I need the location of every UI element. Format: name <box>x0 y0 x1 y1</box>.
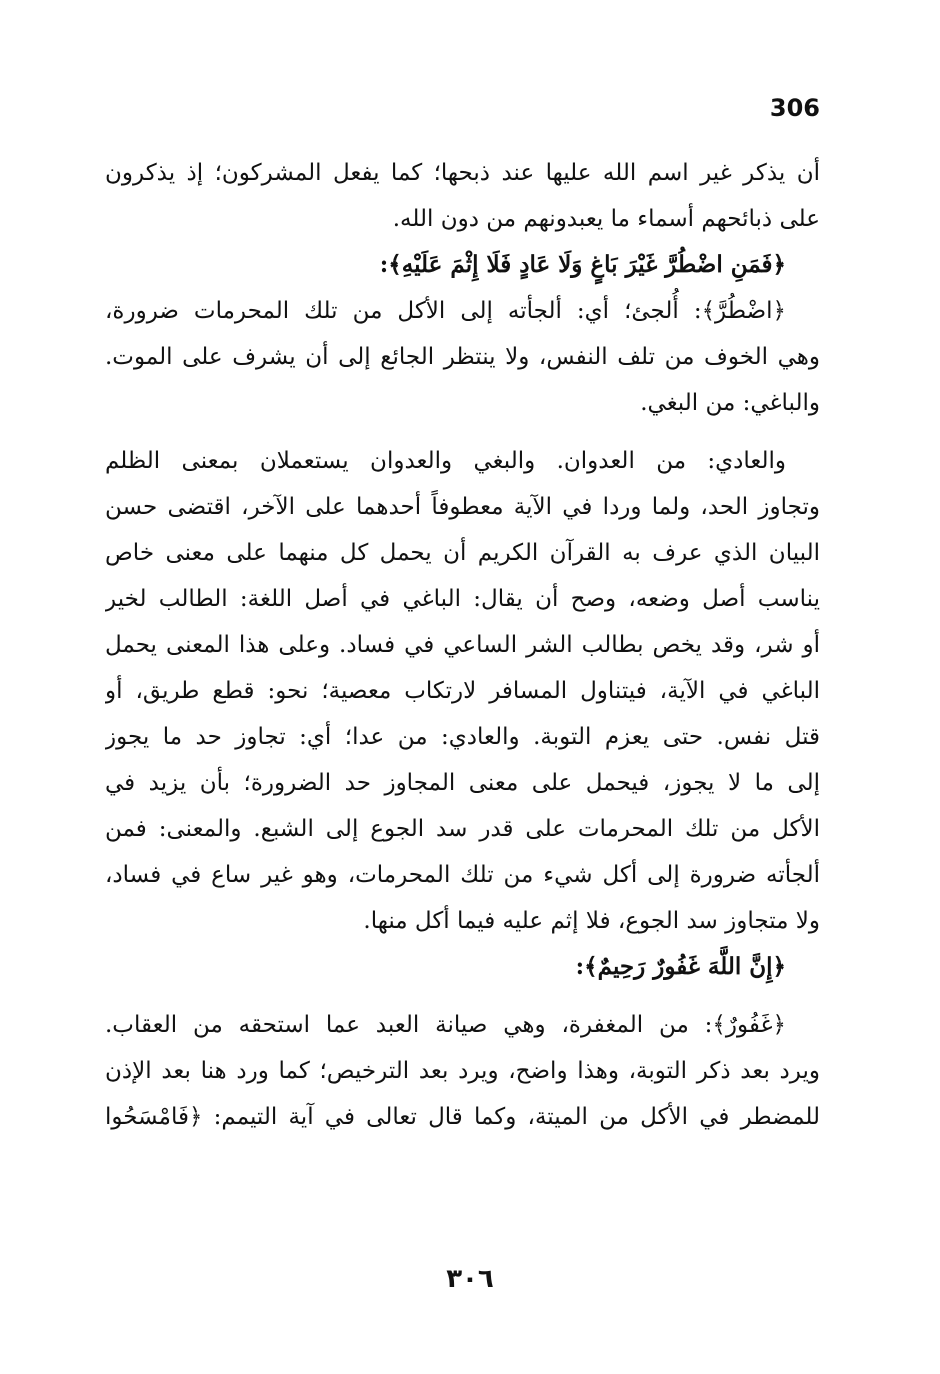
text-line: على ذبائحهم أسماء ما يعبدونهم من دون الله. <box>392 206 820 232</box>
text-line: الباغي في الآية، فيتناول المسافر لارتكاب معصية؛ نحو: قطع طريق، أو <box>105 678 820 704</box>
page-number-bottom: ٣٠٦ <box>446 1264 494 1294</box>
text-line: ﴿غَفُورٌ﴾: من المغفرة، وهي صيانة العبد عما استحقه من العقاب. <box>105 1012 786 1038</box>
body-text <box>105 150 820 1140</box>
text-line: ﴿اضْطُرَّ﴾: أُلجئ؛ أي: ألجأته إلى الأكل من تلك المحرمات ضرورة، <box>105 298 786 324</box>
text-line: والباغي: من البغي. <box>640 390 820 416</box>
text-line: الأكل من تلك المحرمات على قدر سد الجوع إلى الشبع. والمعنى: فمن <box>105 816 820 842</box>
text-line: يناسب أصل وضعه، وصح أن يقال: الباغي في أصل اللغة: الطالب لخير <box>105 586 820 612</box>
text-line: والعادي: من العدوان. والبغي والعدوان يستعملان بمعنى الظلم <box>105 448 786 474</box>
text-line: إلى ما لا يجوز، فيحمل على معنى المجاوز حد الضرورة؛ بأن يزيد في <box>105 770 820 796</box>
text-line: أن يذكر غير اسم الله عليها عند ذبحها؛ كما يفعل المشركون؛ إذ يذكرون <box>105 160 820 186</box>
text-line: ولا متجاوز سد الجوع، فلا إثم عليه فيما أكل منها. <box>363 908 820 934</box>
text-line: ألجأته ضرورة إلى أكل شيء من تلك المحرمات، وهو غير ساع في فساد، <box>105 862 820 888</box>
text-line: وهي الخوف من تلف النفس، ولا ينتظر الجائع إلى أن يشرف على الموت. <box>105 344 820 370</box>
text-line: قتل نفس. حتى يعزم التوبة. والعادي: من عدا؛ أي: تجاوز حد ما يجوز <box>105 724 820 750</box>
text-line: وتجاوز الحد، ولما وردا في الآية معطوفاً أحدهما على الآخر، اقتضى حسن <box>105 494 820 520</box>
text-line: للمضطر في الأكل من الميتة، وكما قال تعالى في آية التيمم: ﴿فَامْسَحُوا <box>105 1104 820 1130</box>
verse-heading: ﴿إِنَّ اللَّهَ غَفُورٌ رَحِيمٌ﴾: <box>575 953 786 980</box>
text-line: ويرد بعد ذكر التوبة، وهذا واضح، ويرد بعد الترخيص؛ كما ورد هنا بعد الإذن <box>105 1058 820 1084</box>
text-line: أو شر، وقد يخص بطالب الشر الساعي في فساد. وعلى هذا المعنى يحمل <box>105 632 820 658</box>
page-number-top: 306 <box>769 94 820 122</box>
text-line: البيان الذي عرف به القرآن الكريم أن يحمل كل منهما على معنى خاص <box>105 540 820 566</box>
verse-heading: ﴿فَمَنِ اضْطُرَّ غَيْرَ بَاغٍ وَلَا عَادٍ فَلَا إِثْمَ عَلَيْهِ﴾: <box>379 251 786 278</box>
